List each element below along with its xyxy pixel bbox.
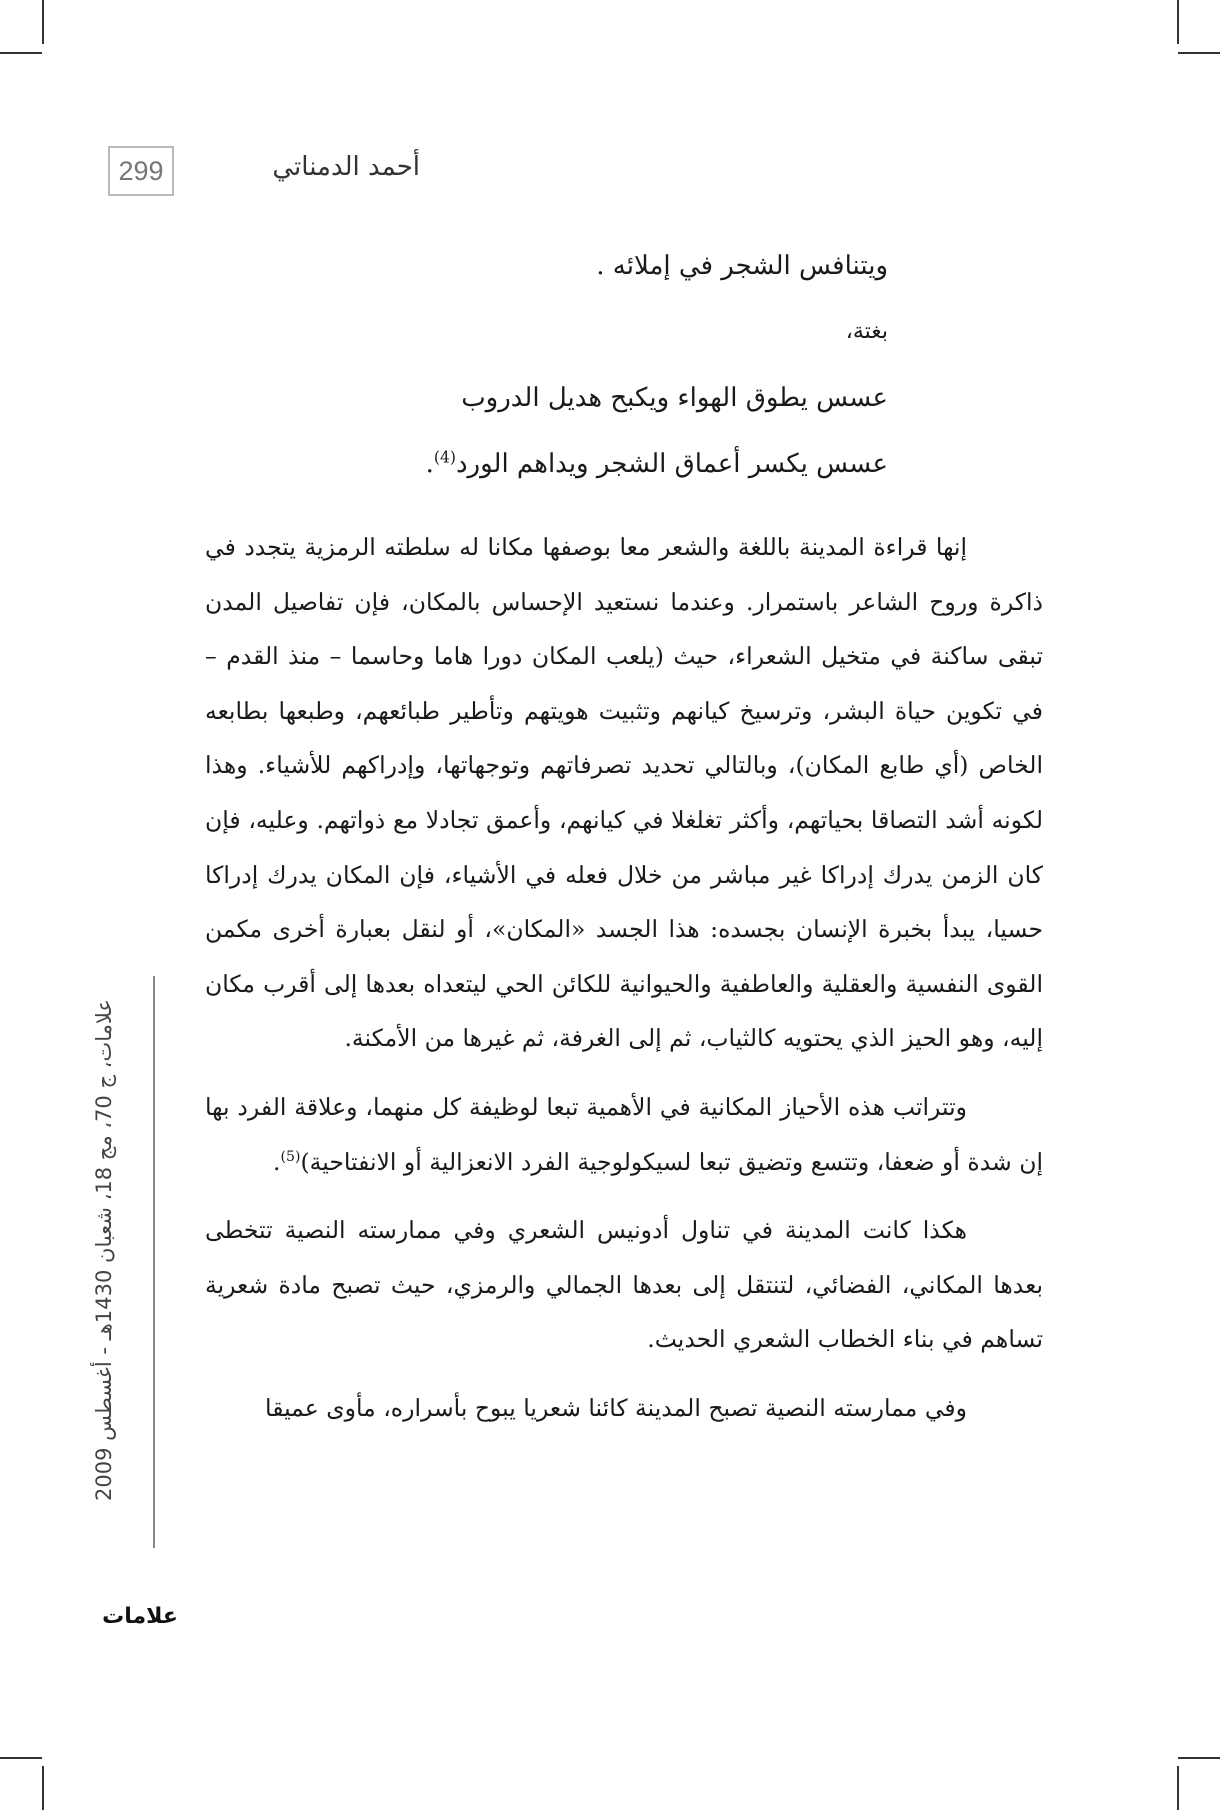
poem-block: [426, 244, 888, 508]
running-header-author: أحمد الدمناتي: [272, 152, 420, 182]
crop-mark-bottom-left-h: [0, 1757, 42, 1759]
crop-mark-top-right-h: [1178, 52, 1220, 54]
paragraph: هكذا كانت المدينة في تناول أدونيس الشعري وفي ممارسته النصية تتخطى بعدها المكاني، الفضائي، لتنتقل إلى بعدها الجمالي والرمزي، حيث تصبح مادة شعرية تساهم في بناء الخطاب الشعري الحديث.: [205, 1216, 1043, 1354]
paragraph: وفي ممارسته النصية تصبح المدينة كائنا شعريا يبوح بأسراره، مأوى عميقا: [265, 1393, 967, 1422]
poem-line: ويتنافس الشجر في إملائه .: [596, 251, 888, 281]
crop-mark-bottom-right-h: [1178, 1757, 1220, 1759]
journal-citation-vertical: علامات، ج 70، مج 18، شعبان 1430هـ - أغسطس 2009: [92, 999, 116, 1501]
poem-line-text: عسس يكسر أعماق الشجر ويداهم الورد: [455, 449, 888, 479]
paragraph: إنها قراءة المدينة باللغة والشعر معا بوصفها مكانا له سلطته الرمزية يتجدد في ذاكرة وروح الشاعر باستمرار. وعندما نستعيد الإحساس بالمكان، فإن تفاصيل المدن تبقى ساكنة في متخيل الشعراء، حيث (يلعب المكان دورا هاما وحاسما – منذ القدم – في تكوين حياة البشر، وترسيخ كيانهم وتثبيت هويتهم وتأطير طبائعهم، وطبعها بطابعه الخاص (أي طابع المكان)، وبالتالي تحديد تصرفاتهم وتوجهاتها، وإدراكهم للأشياء. وهذا لكونه أشد التصاقا بحياتهم، وأكثر تغلغلا في كيانهم، وأعمق تجادلا مع ذواتهم. وعليه، فإن كان الزمن يدرك إدراكا غير مباشر من خلال فعله في الأشياء، فإن المكان يدرك إدراكا حسيا، يبدأ بخبرة الإنسان بجسده: هذا الجسد «المكان»، أو لنقل بعبارة أخرى مكمن القوى النفسية والعقلية والعاطفية والحيوانية للكائن الحي ليتعداه بعدها إلى أقرب مكان إليه، وهو الحيز الذي يحتويه كالثياب، ثم إلى الغرفة، ثم غيرها من الأمكنة.: [205, 533, 1043, 1053]
crop-mark-top-left-v: [42, 0, 44, 44]
sidebar-divider: [153, 976, 155, 1548]
crop-mark-bottom-left-v: [42, 1766, 44, 1810]
crop-mark-top-left-h: [0, 52, 42, 54]
paragraph-end-punct: .: [273, 1147, 281, 1176]
crop-mark-top-right-v: [1177, 0, 1179, 44]
poem-end-punct: .: [425, 449, 434, 479]
paragraph-with-footnote: [205, 1080, 1043, 1189]
body-text: [205, 520, 1043, 1450]
footnote-ref-5: (5): [280, 1148, 301, 1165]
poem-line: بغتة،: [845, 319, 888, 344]
poem-line: عسس يطوق الهواء ويكبح هديل الدروب: [461, 383, 888, 413]
paragraph-text: وتتراتب هذه الأحياز المكانية في الأهمية تبعا لوظيفة كل منهما، وعلاقة الفرد بها إن شدة أو ضعفا، وتتسع وتضيق تبعا لسيكولوجية الفرد الانعزالية أو الانفتاحية): [205, 1092, 1043, 1176]
journal-logo: علامات: [102, 1604, 178, 1629]
footnote-ref-4: (4): [433, 448, 456, 467]
crop-mark-bottom-right-v: [1177, 1766, 1179, 1810]
page-number: 299: [108, 146, 174, 196]
poem-line-with-footnote: [426, 442, 888, 508]
